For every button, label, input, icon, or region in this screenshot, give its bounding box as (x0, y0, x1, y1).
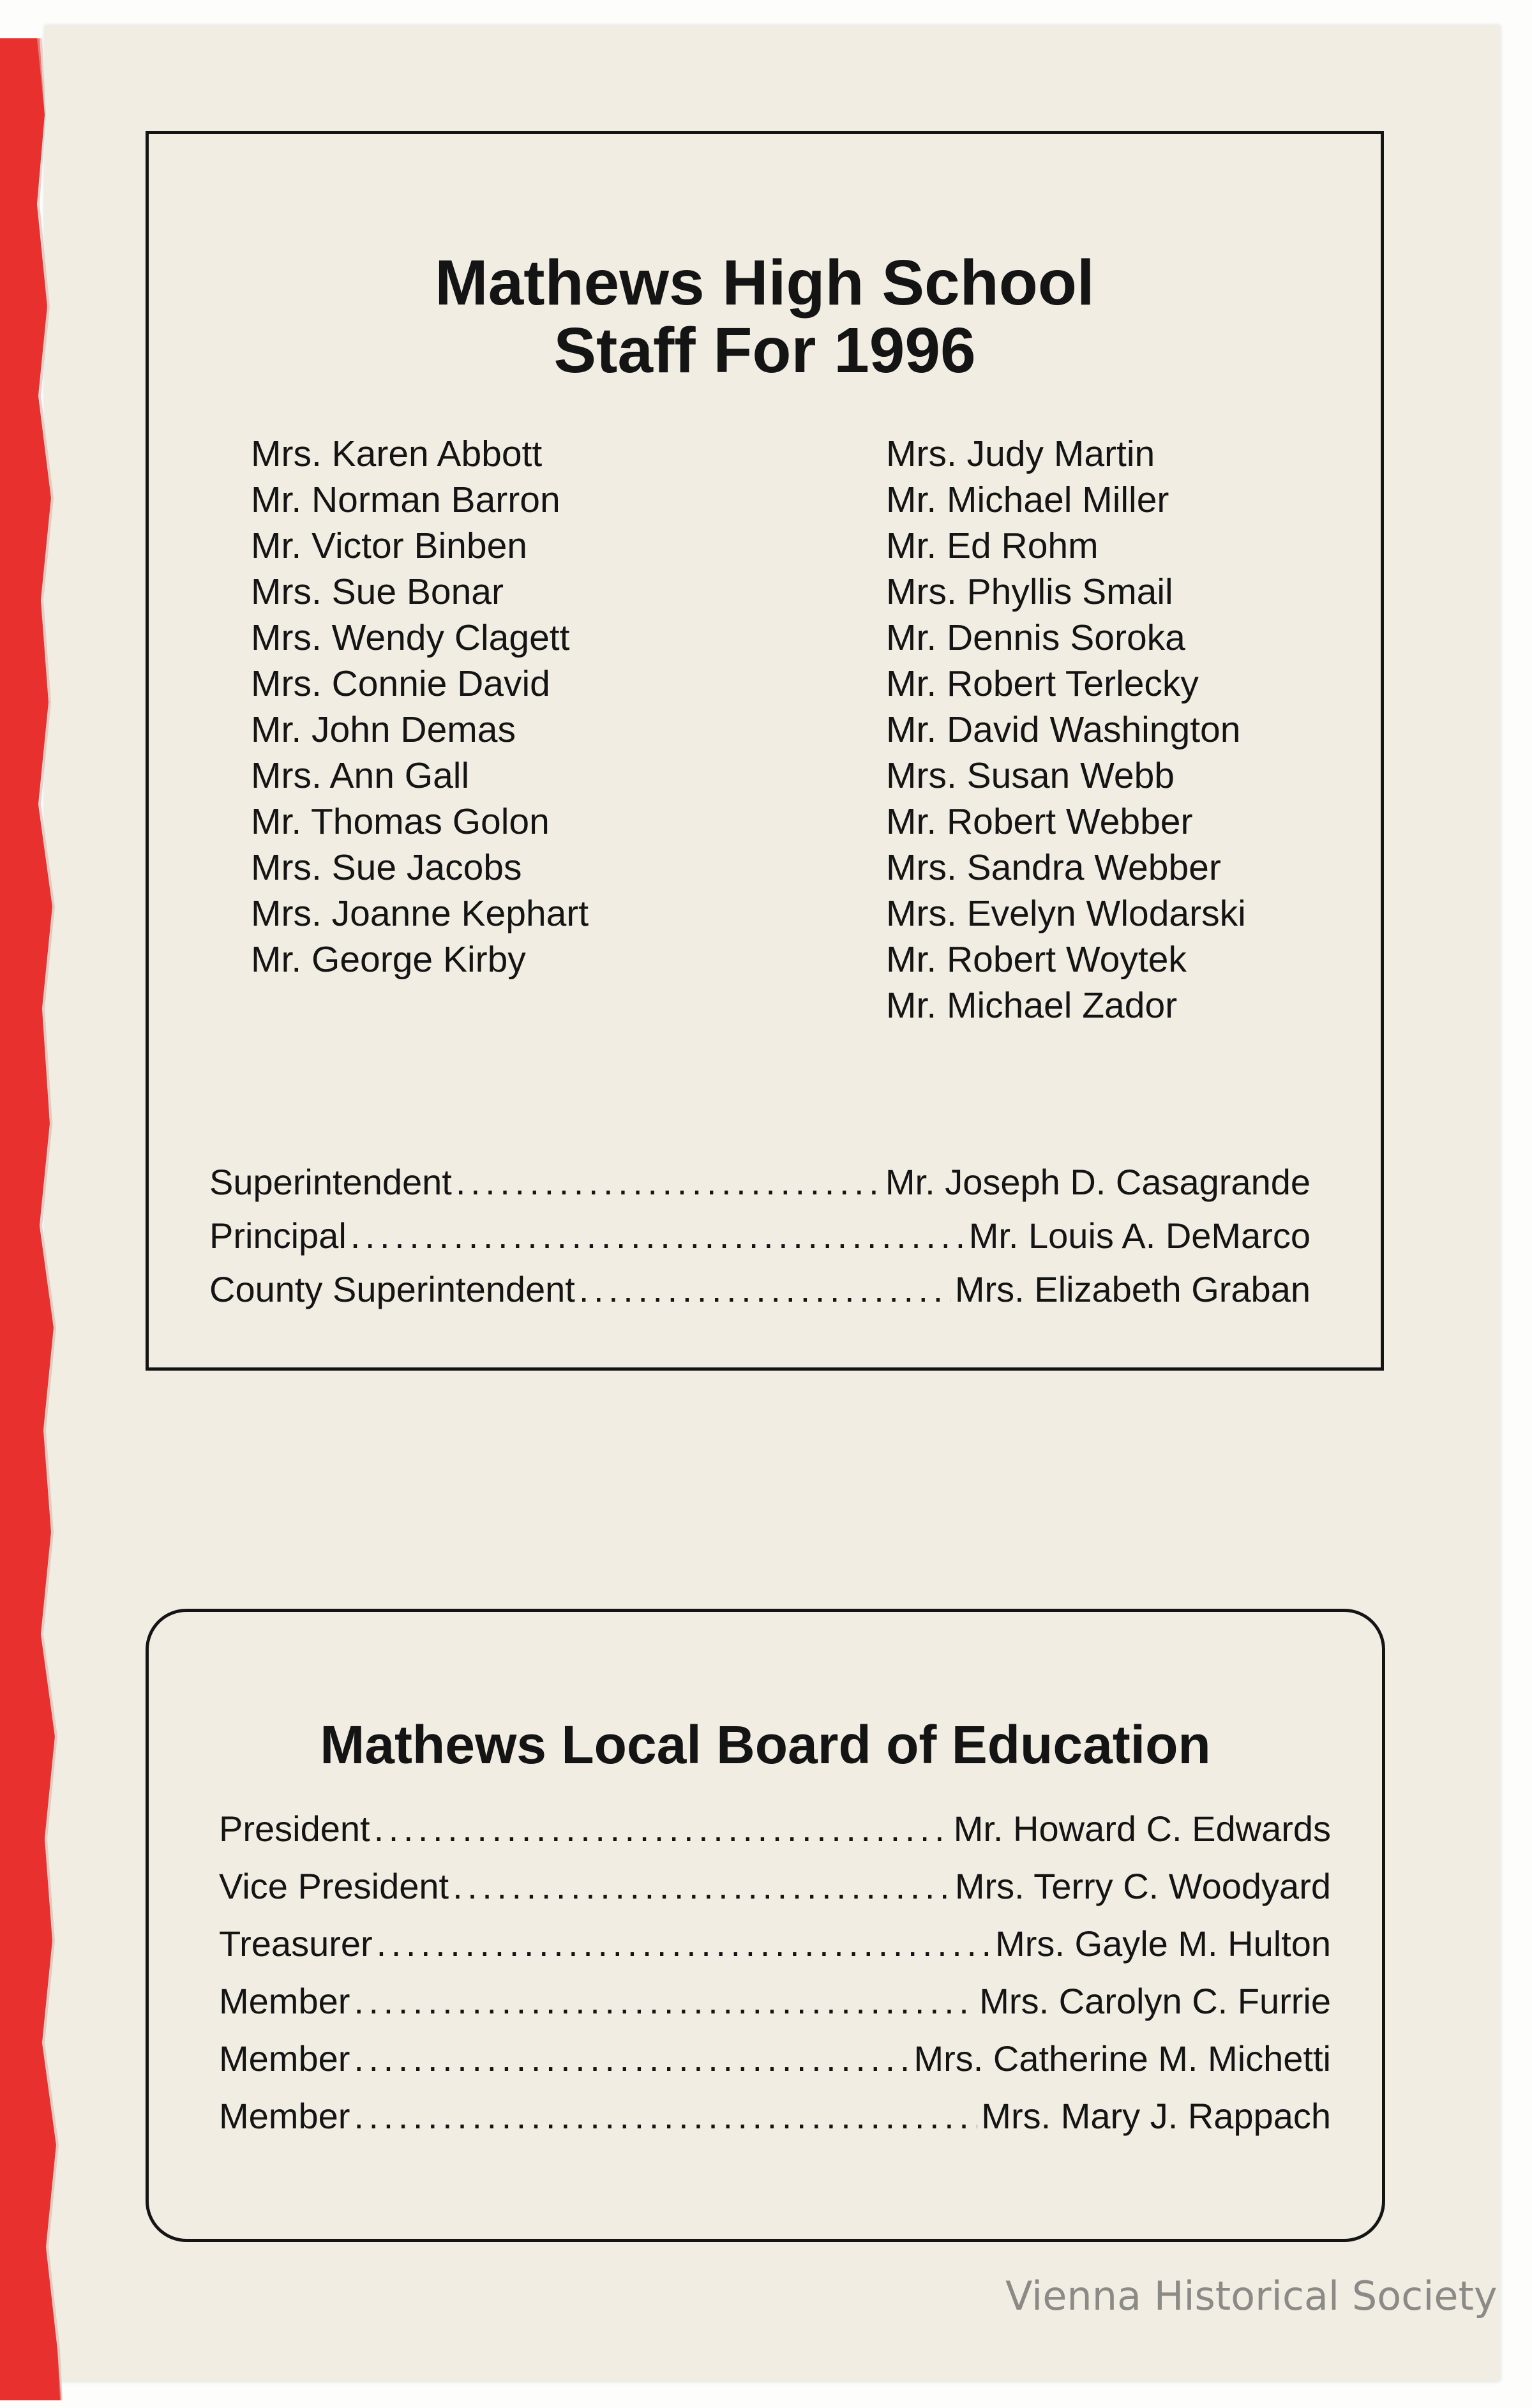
board-role: Member (219, 1981, 350, 2021)
staff-member: Mrs. Joanne Kephart (251, 893, 589, 934)
staff-member: Mr. David Washington (886, 709, 1241, 750)
board-role: Treasurer (219, 1923, 373, 1964)
dot-leader (456, 1155, 882, 1209)
board-row (219, 2030, 1331, 2088)
board-row (219, 1915, 1331, 1973)
board-row (219, 1858, 1331, 1915)
board-row (219, 1800, 1331, 1858)
staff-title-line2: Staff For 1996 (553, 315, 976, 386)
staff-list-left (251, 431, 589, 982)
board-section (146, 1609, 1385, 2242)
administrator-row (209, 1209, 1310, 1263)
board-row (219, 2088, 1331, 2145)
staff-title (149, 249, 1381, 384)
staff-member: Mrs. Ann Gall (251, 755, 470, 796)
staff-member: Mrs. Sue Jacobs (251, 847, 522, 888)
staff-member: Mr. Dennis Soroka (886, 617, 1185, 658)
staff-member: Mr. Michael Zador (886, 985, 1178, 1026)
dot-leader (350, 1209, 965, 1263)
dot-leader (354, 2030, 910, 2088)
staff-member: Mr. Victor Binben (251, 525, 527, 566)
board-role: Vice President (219, 1866, 449, 1906)
staff-member: Mrs. Phyllis Smail (886, 571, 1173, 612)
dot-leader (354, 2088, 977, 2145)
staff-member: Mr. Thomas Golon (251, 801, 550, 842)
staff-section (146, 131, 1384, 1371)
board-role: Member (219, 2038, 350, 2079)
administrators-list (209, 1155, 1310, 1316)
staff-member: Mr. Norman Barron (251, 479, 560, 520)
dot-leader (374, 1800, 950, 1858)
staff-member: Mr. Robert Woytek (886, 939, 1187, 980)
board-name: Mr. Howard C. Edwards (953, 1809, 1331, 1849)
administrator-role: Principal (209, 1215, 347, 1256)
administrator-name: Mrs. Elizabeth Graban (954, 1269, 1310, 1309)
watermark-text: Vienna Historical Society (1005, 2273, 1498, 2319)
staff-member: Mr. Robert Webber (886, 801, 1193, 842)
staff-member: Mrs. Wendy Clagett (251, 617, 570, 658)
board-name: Mrs. Carolyn C. Furrie (979, 1981, 1331, 2021)
board-title: Mathews Local Board of Education (320, 1715, 1211, 1775)
staff-member: Mr. George Kirby (251, 939, 526, 980)
administrator-role: County Superintendent (209, 1269, 575, 1309)
board-name: Mrs. Mary J. Rappach (981, 2096, 1331, 2136)
administrator-name: Mr. Louis A. DeMarco (968, 1215, 1310, 1256)
administrator-role: Superintendent (209, 1162, 452, 1202)
staff-member: Mrs. Connie David (251, 663, 550, 704)
staff-member: Mr. Robert Terlecky (886, 663, 1199, 704)
staff-member: Mr. Ed Rohm (886, 525, 1099, 566)
staff-member: Mrs. Judy Martin (886, 433, 1155, 474)
staff-member: Mr. Michael Miller (886, 479, 1169, 520)
torn-red-edge (0, 38, 63, 2400)
board-name: Mrs. Catherine M. Michetti (913, 2038, 1331, 2079)
dot-leader (453, 1858, 951, 1915)
administrator-row (209, 1263, 1310, 1316)
administrator-row (209, 1155, 1310, 1209)
administrator-name: Mr. Joseph D. Casagrande (885, 1162, 1310, 1202)
staff-member: Mrs. Susan Webb (886, 755, 1175, 796)
staff-member: Mr. John Demas (251, 709, 516, 750)
staff-member: Mrs. Evelyn Wlodarski (886, 893, 1246, 934)
staff-title-line1: Mathews High School (435, 247, 1095, 319)
board-role: President (219, 1809, 370, 1849)
staff-member: Mrs. Sue Bonar (251, 571, 504, 612)
board-members-list (219, 1800, 1331, 2145)
staff-member: Mrs. Karen Abbott (251, 433, 543, 474)
staff-member: Mrs. Sandra Webber (886, 847, 1221, 888)
dot-leader (377, 1915, 991, 1973)
board-name: Mrs. Terry C. Woodyard (954, 1866, 1331, 1906)
dot-leader (579, 1263, 951, 1316)
board-role: Member (219, 2096, 350, 2136)
board-row (219, 1973, 1331, 2030)
dot-leader (354, 1973, 975, 2030)
staff-list-right (886, 431, 1246, 1028)
board-name: Mrs. Gayle M. Hulton (995, 1923, 1331, 1964)
